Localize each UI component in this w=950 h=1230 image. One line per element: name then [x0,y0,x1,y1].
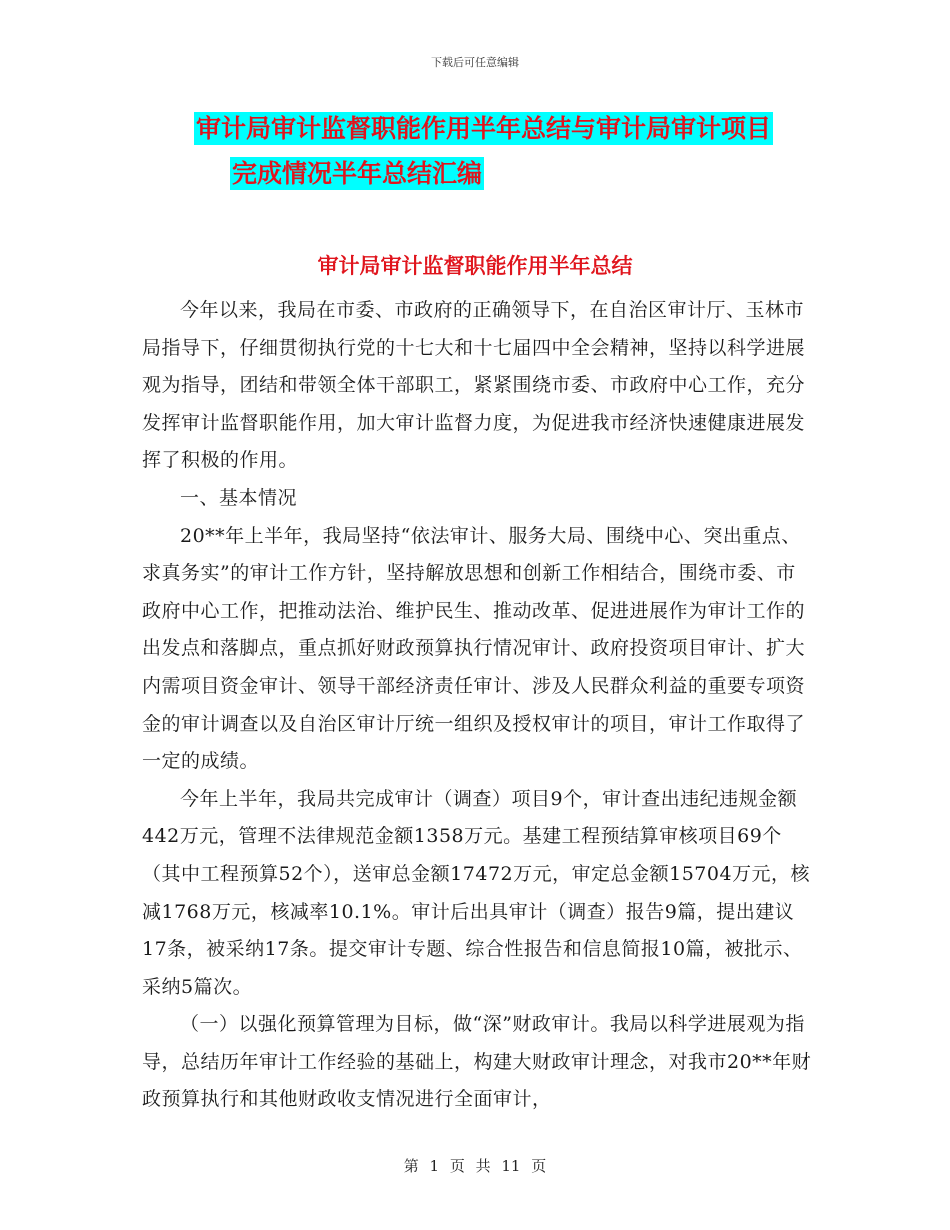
document-title-line-1 [194,114,814,144]
document-body [142,292,812,1119]
page-number: 第 1 页 共 11 页 [403,1157,547,1175]
document-title-text-2: 完成情况半年总结汇编 [232,159,483,188]
paragraph-fiscal-audit: （一）以强化预算管理为目标，做“深”财政审计。我局以科学进展观为指导，总结历年审计工作经验的基础上，构建大财政审计理念，对我市20**年财政预算执行和其他财政收支情况进行全面审计， [142,1013,812,1111]
section-title: 审计局审计监督职能作用半年总结 [317,254,633,278]
heading-basic-situation: 一、基本情况 [180,486,298,509]
paragraph-work-policy: 20**年上半年，我局坚持“依法审计、服务大局、围绕中心、突出重点、求真务实”的审计工作方针，坚持解放思想和创新工作相结合，围绕市委、市政府中心工作，把推动法治、维护民生、推动改革、促进进展作为审计工作的出发点和落脚点，重点抓好财政预算执行情况审计、政府投资项目审计、扩大内需项目资金审计、领导干部经济责任审计、涉及人民群众利益的重要专项资金的审计调查以及自治区审计厅统一组织及授权审计的项目，审计工作取得了一定的成绩。 [142,524,806,773]
paragraph-statistics: 今年上半年，我局共完成审计（调查）项目9个，审计查出违纪违规金额442万元，管理不法律规范金额1358万元。基建工程预结算审核项目69个（其中工程预算52个），送审总金额17472万元，审定总金额15704万元，核减1768万元，核减率10.1%。审计后出具审计（调查）报告9篇，提出建议17条，被采纳17条。提交审计专题、综合性报告和信息简报10篇，被批示、采纳5篇次。 [142,787,811,998]
header-note: 下载后可任意编辑 [431,56,519,69]
document-title-text-1: 审计局审计监督职能作用半年总结与审计局审计项目 [196,114,772,143]
paragraph-intro: 今年以来，我局在市委、市政府的正确领导下，在自治区审计厅、玉林市局指导下，仔细贯彻执行党的十七大和十七届四中全会精神，坚持以科学进展观为指导，团结和带领全体干部职工，紧紧围绕市委、市政府中心工作，充分发挥审计监督职能作用，加大审计监督力度，为促进我市经济快速健康进展发挥了积极的作用。 [142,299,806,472]
document-title-line-2 [230,159,850,189]
